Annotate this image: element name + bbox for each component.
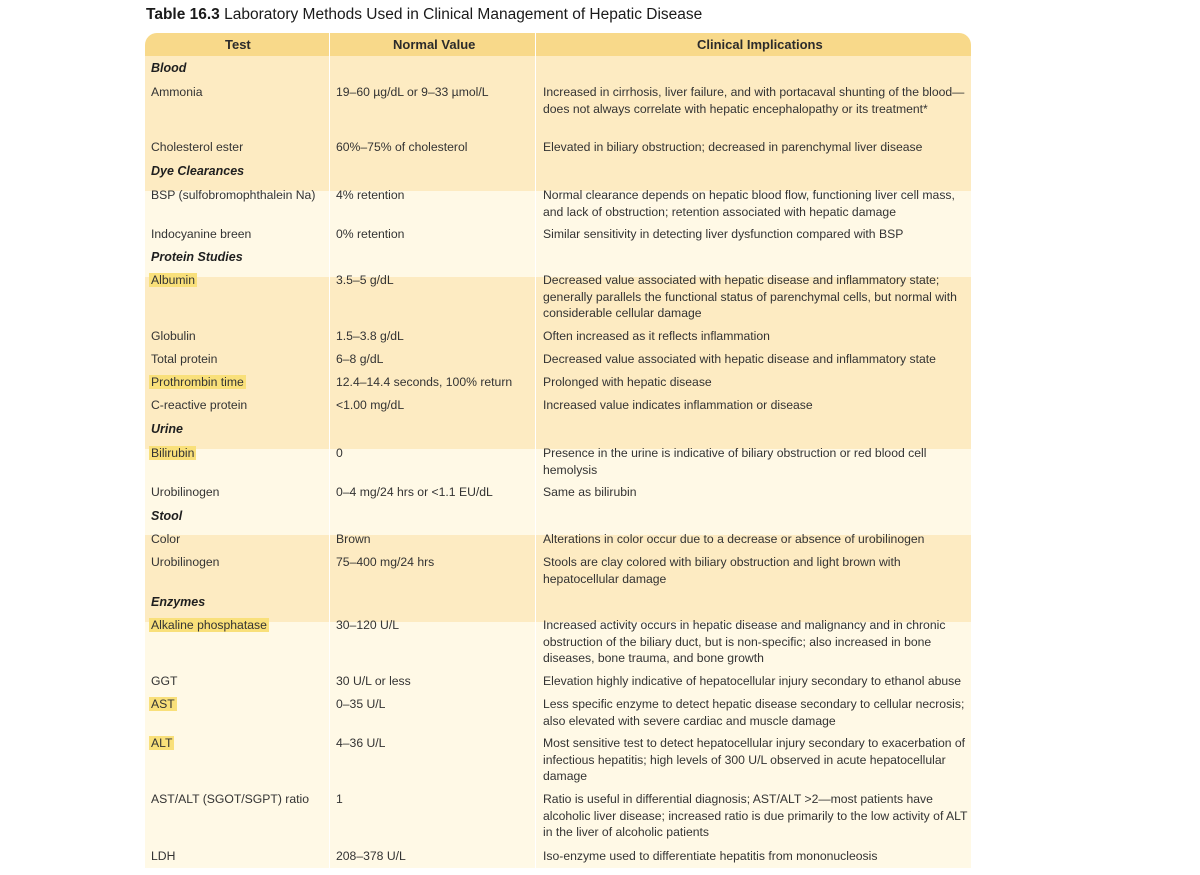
test-name: Color <box>151 532 181 546</box>
table-caption: Laboratory Methods Used in Clinical Management of Hepatic Disease <box>224 6 703 23</box>
clinical-implication: Similar sensitivity in detecting liver dysfunction compared with BSP <box>543 227 904 241</box>
column-divider <box>329 33 330 868</box>
test-name: Total protein <box>151 352 218 366</box>
section-heading-protein-studies: Protein Studies <box>151 250 243 264</box>
section-heading-dye-clearances: Dye Clearances <box>151 164 245 178</box>
normal-value: 6–8 g/dL <box>336 352 384 366</box>
test-name: AST/ALT (SGOT/SGPT) ratio <box>151 792 310 806</box>
test-name: Ammonia <box>151 85 203 99</box>
clinical-implication: Presence in the urine is indicative of biliary obstruction or red blood cell hemolysis <box>543 446 927 477</box>
clinical-implication: Increased value indicates inflammation or disease <box>543 398 813 412</box>
band-blood <box>145 56 971 191</box>
test-name: Globulin <box>151 329 196 343</box>
test-name: BSP (sulfobromophthalein Na) <box>151 188 316 202</box>
normal-value: <1.00 mg/dL <box>336 398 405 412</box>
clinical-implication: Less specific enzyme to detect hepatic disease secondary to cellular necrosis; also elevated with severe cardiac and muscle damage <box>543 697 965 728</box>
section-heading-urine: Urine <box>151 422 183 436</box>
section-heading-enzymes: Enzymes <box>151 595 206 609</box>
normal-value: 1.5–3.8 g/dL <box>336 329 404 343</box>
clinical-implication: Elevated in biliary obstruction; decreased in parenchymal liver disease <box>543 140 923 154</box>
header-test: Test <box>225 37 251 52</box>
test-name: LDH <box>151 849 176 863</box>
normal-value: 12.4–14.4 seconds, 100% return <box>336 375 513 389</box>
clinical-implication: Ratio is useful in differential diagnosis; AST/ALT >2—most patients have alcoholic liver disease; increased ratio is due primarily to the low activity of ALT in the liver of alcoholic patients <box>543 792 968 839</box>
normal-value: 30 U/L or less <box>336 674 411 688</box>
test-name: GGT <box>151 674 178 688</box>
normal-value: 4% retention <box>336 188 405 202</box>
normal-value: 30–120 U/L <box>336 618 400 632</box>
table-header <box>145 33 971 56</box>
test-name: Prothrombin time <box>151 375 244 389</box>
normal-value: 60%–75% of cholesterol <box>336 140 468 154</box>
test-name: Cholesterol ester <box>151 140 244 154</box>
section-heading-stool: Stool <box>151 509 183 523</box>
column-divider <box>535 33 536 868</box>
normal-value: 4–36 U/L <box>336 736 386 750</box>
normal-value: 75–400 mg/24 hrs <box>336 555 435 569</box>
normal-value: 208–378 U/L <box>336 849 406 863</box>
test-name: Bilirubin <box>151 446 195 460</box>
test-name: ALT <box>151 736 173 750</box>
normal-value: 1 <box>336 792 343 806</box>
normal-value: 0–35 U/L <box>336 697 386 711</box>
table-title <box>146 6 702 24</box>
clinical-implication: Most sensitive test to detect hepatocellular injury secondary to exacerbation of infectious hepatitis; high levels of 300 U/L observed in acute hepatocellular damage <box>543 736 966 783</box>
clinical-implication: Elevation highly indicative of hepatocellular injury secondary to ethanol abuse <box>543 674 962 688</box>
clinical-implication: Iso-enzyme used to differentiate hepatitis from mononucleosis <box>543 849 878 863</box>
clinical-implication: Decreased value associated with hepatic disease and inflammatory state <box>543 352 936 366</box>
clinical-implication: Decreased value associated with hepatic disease and inflammatory state; generally parallels the functional status of parenchymal cells, but normal with considerable cellular damage <box>543 273 957 320</box>
test-name: Alkaline phosphatase <box>151 618 267 632</box>
normal-value: 0–4 mg/24 hrs or <1.1 EU/dL <box>336 485 493 499</box>
clinical-implication: Same as bilirubin <box>543 485 637 499</box>
section-heading-blood: Blood <box>151 61 187 75</box>
test-name: C-reactive protein <box>151 398 248 412</box>
test-name: Albumin <box>151 273 196 287</box>
normal-value: 3.5–5 g/dL <box>336 273 394 287</box>
clinical-implication: Stools are clay colored with biliary obstruction and light brown with hepatocellular damage <box>543 555 901 586</box>
clinical-implication: Prolonged with hepatic disease <box>543 375 712 389</box>
clinical-implication: Normal clearance depends on hepatic blood flow, functioning liver cell mass, and lack of obstruction; retention associated with hepatic damage <box>543 188 955 219</box>
clinical-implication: Alterations in color occur due to a decrease or absence of urobilinogen <box>543 532 925 546</box>
clinical-implication: Increased activity occurs in hepatic disease and malignancy and in chronic obstruction of the biliary duct, but is non-specific; also increased in bone diseases, bone trauma, and bone growth <box>543 618 946 665</box>
test-name: Urobilinogen <box>151 485 220 499</box>
test-name: AST <box>151 697 175 711</box>
clinical-implication: Often increased as it reflects inflammation <box>543 329 770 343</box>
table-number: Table 16.3 <box>146 6 220 23</box>
lab-methods-table <box>145 33 971 868</box>
header-normal-value: Normal Value <box>393 37 476 52</box>
test-name: Indocyanine breen <box>151 227 252 241</box>
normal-value: 19–60 µg/dL or 9–33 µmol/L <box>336 85 489 99</box>
normal-value: 0% retention <box>336 227 405 241</box>
normal-value: 0 <box>336 446 343 460</box>
header-clinical-implications: Clinical Implications <box>697 37 823 52</box>
test-name: Urobilinogen <box>151 555 220 569</box>
clinical-implication: Increased in cirrhosis, liver failure, and with portacaval shunting of the blood—does not always correlate with hepatic encephalopathy or its treatment* <box>543 85 965 116</box>
normal-value: Brown <box>336 532 371 546</box>
